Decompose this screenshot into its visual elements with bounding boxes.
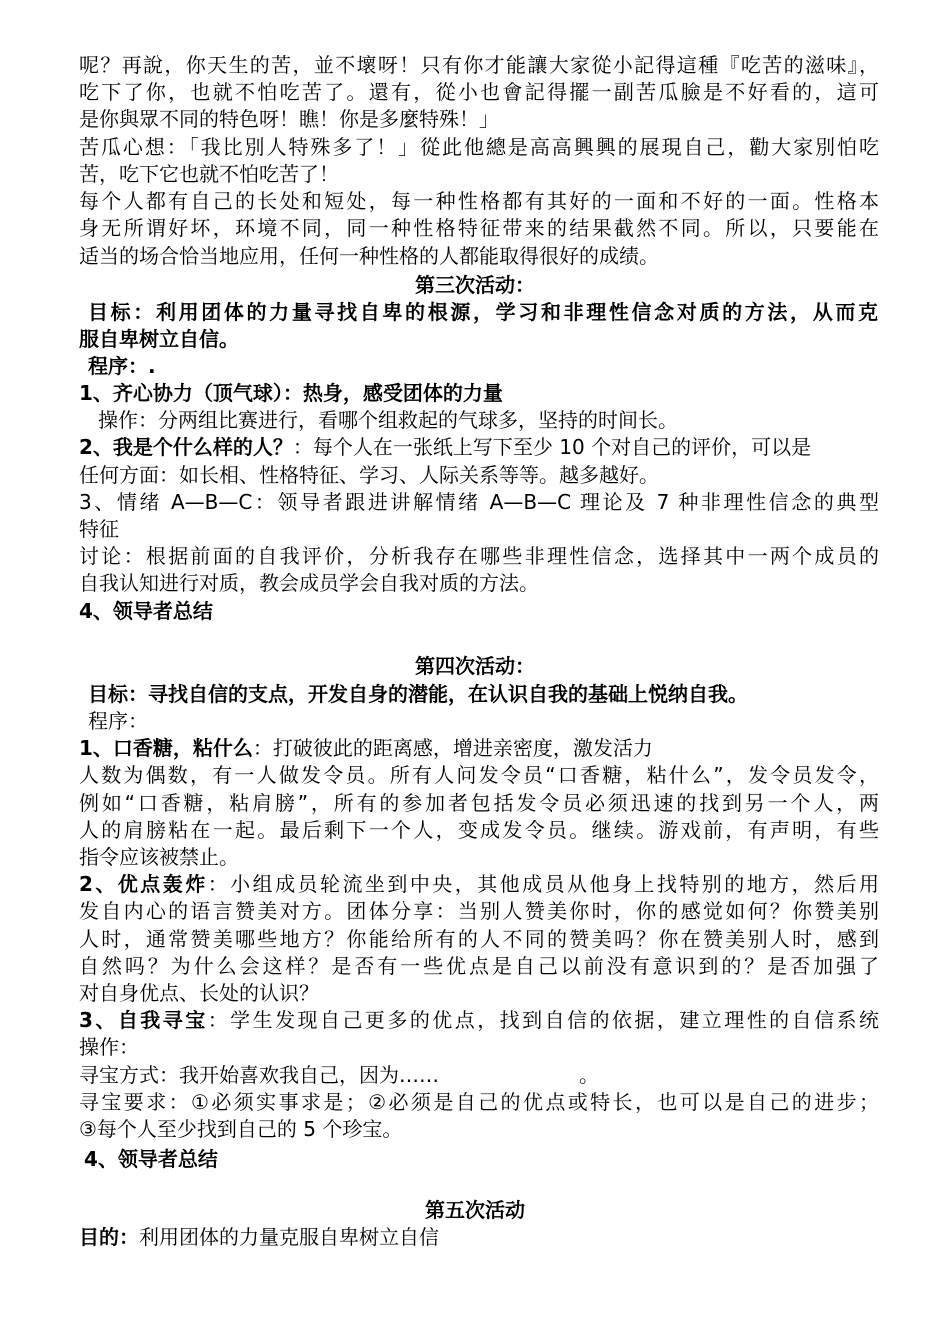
step-line — [79, 735, 879, 761]
activity-goal: 目标：寻找自信的支点，开发自身的潜能，在认识自我的基础上悦纳自我。 — [88, 682, 748, 706]
step-operation: 操作：分两组比赛进行，看哪个组救起的气球多，坚持的时间长。 — [98, 408, 678, 432]
goal-label: 目的： — [79, 1225, 139, 1249]
paragraph-line: 每个人都有自己的长处和短处，每一种性格都有其好的一面和不好的一面。性格本 — [79, 189, 879, 213]
paragraph-line: 呢？再說，你天生的苦，並不壞呀！只有你才能讓大家從小記得這種『吃苦的滋味』， — [79, 53, 879, 77]
treasure-requirements: 寻宝要求：①必须实事求是；②必须是自己的优点或特长，也可以是自己的进步； — [79, 1090, 879, 1114]
step-text: 任何方面：如长相、性格特征、学习、人际关系等等。越多越好。 — [79, 463, 659, 487]
discussion-text: 讨论：根据前面的自我评价，分析我存在哪些非理性信念，选择其中一两个成员的 — [79, 544, 879, 568]
discussion-text: 自我认知进行对质，教会成员学会自我对质的方法。 — [79, 571, 539, 595]
step-text: 指令应该被禁止。 — [79, 845, 239, 869]
section-heading: 第三次活动： — [415, 273, 535, 297]
step-title: 4、领导者总结 — [84, 1147, 218, 1171]
step-text: 人的肩膀粘在一起。最后剩下一个人，变成发令员。继续。游戏前，有声明，有些 — [79, 818, 879, 842]
paragraph-line: 是你與眾不同的特色呀！瞧！你是多麼特殊！」 — [79, 107, 499, 131]
paragraph-line: 身无所谓好坏，环境不同，同一种性格特征带来的结果截然不同。所以，只要能在 — [79, 216, 879, 240]
section-heading: 第五次活动 — [425, 1198, 525, 1222]
step-text: 3、情绪 A—B—C：领导者跟进讲解情绪 A—B—C 理论及 7 种非理性信念的典型 — [79, 490, 879, 514]
step-text: 特征 — [79, 517, 119, 541]
treasure-way-end: 。 — [579, 1063, 599, 1087]
paragraph-line: 吃下了你，也就不怕吃苦了。還有，從小也會記得擺一副苦瓜臉是不好看的，這可 — [79, 80, 879, 104]
step-text: 自然吗？为什么会这样？是否有一些优点是自己以前没有意识到的？是否加强了 — [79, 954, 879, 978]
step-text: 人数为偶数，有一人做发令员。所有人问发令员“口香糖，粘什么”，发令员发令， — [79, 763, 879, 787]
section-heading: 第四次活动： — [415, 654, 535, 678]
step-title: 2、我是个什么样的人？ — [79, 435, 293, 459]
step-text: ：学生发现自己更多的优点，找到自信的依据，建立理性的自信系统 — [207, 1008, 880, 1032]
step-text: 发自内心的语言赞美对方。团体分享：当别人赞美你时，你的感觉如何？你赞美别 — [79, 899, 879, 923]
step-title: 2、优点轰炸 — [79, 872, 208, 896]
paragraph-line: 苦，吃下它也就不怕吃苦了！ — [79, 162, 339, 186]
procedure-label: 程序：. — [88, 354, 156, 378]
step-text: ：每个人在一张纸上写下至少 10 个对自己的评价，可以是 — [292, 435, 812, 459]
activity-goal-line — [79, 1224, 879, 1250]
activity-goal: 目标：利用团体的力量寻找自卑的根源，学习和非理性信念对质的方法，从而克 — [88, 300, 878, 324]
paragraph-line: 适当的场合恰当地应用，任何一种性格的人都能取得很好的成绩。 — [79, 244, 659, 268]
treasure-way-text: 寻宝方式：我开始喜欢我自己，因为…… — [79, 1063, 439, 1087]
step-text: 例如“口香糖，粘肩膀”，所有的参加者包括发令员必须迅速的找到另一个人，两 — [79, 791, 879, 815]
treasure-requirements: ③每个人至少找到自己的 5 个珍宝。 — [79, 1117, 403, 1141]
step-text: 对自身优点、长处的认识？ — [79, 981, 319, 1005]
activity-goal: 服自卑树立自信。 — [79, 327, 239, 351]
step-line — [79, 1007, 879, 1033]
step-line — [79, 434, 879, 460]
step-text: ：小组成员轮流坐到中央，其他成员从他身上找特别的地方，然后用 — [207, 872, 880, 896]
step-line — [79, 871, 879, 897]
step-title: 1、口香糖，粘什么 — [79, 736, 253, 760]
goal-text: 利用团体的力量克服自卑树立自信 — [139, 1225, 439, 1249]
step-operation: 操作： — [79, 1035, 139, 1059]
step-title: 1、齐心协力（顶气球）：热身，感受团体的力量 — [79, 381, 503, 405]
procedure-label: 程序： — [88, 709, 148, 733]
step-title: 3、自我寻宝 — [79, 1008, 208, 1032]
treasure-way — [79, 1062, 879, 1088]
step-text: 人时，通常赞美哪些地方？你能给所有的人不同的赞美吗？你在赞美别人时，感到 — [79, 927, 879, 951]
paragraph-line: 苦瓜心想：「我比別人特殊多了！」從此他總是高高興興的展現自己，勸大家別怕吃 — [79, 135, 879, 159]
step-text: ：打破彼此的距离感，增进亲密度，激发活力 — [252, 736, 653, 760]
step-title: 4、领导者总结 — [79, 599, 213, 623]
